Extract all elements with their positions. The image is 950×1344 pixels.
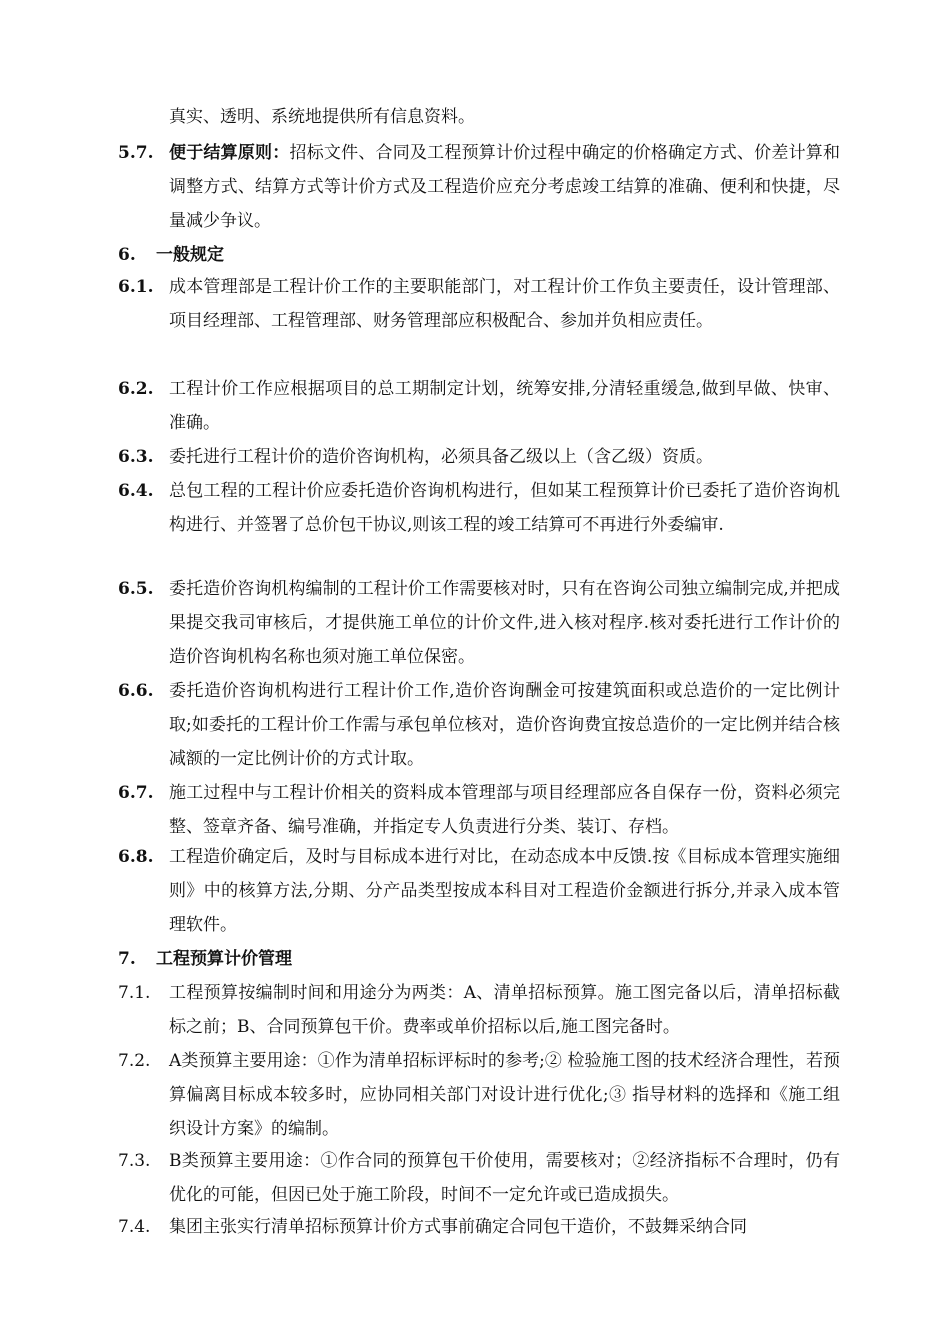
clause-text: 集团主张实行清单招标预算计价方式事前确定合同包干造价，不鼓舞采纳合同: [169, 1217, 747, 1237]
clause-text: B类预算主要用途：①作合同的预算包干价使用，需要核对；②经济指标不合理时，仍有优化的可能，但因已处于施工阶段，时间不一定允许或已造成损失。: [169, 1151, 840, 1205]
clause-7-4: [118, 1210, 840, 1244]
clause-6-1: [118, 270, 840, 338]
clause-text: 施工过程中与工程计价相关的资料成本管理部与项目经理部应各自保存一份，资料必须完整、签章齐备、编号准确，并指定专人负责进行分类、装订、存档。: [169, 783, 840, 837]
clause-6-6: [118, 674, 840, 776]
section-title: 工程预算计价管理: [156, 949, 292, 969]
clause-number: 6.7.: [118, 783, 154, 803]
section-7-heading: [118, 942, 840, 976]
clause-number: 6.1.: [118, 277, 154, 297]
clause-7-1: [118, 976, 840, 1044]
clause-text: 委托造价咨询机构编制的工程计价工作需要核对时，只有在咨询公司独立编制完成,并把成果提交我司审核后，才提供施工单位的计价文件,进入核对程序.核对委托进行工作计价的造价咨询机构名称也须对施工单位保密。: [169, 579, 840, 667]
clause-6-5: [118, 572, 840, 674]
clause-text: 工程预算按编制时间和用途分为两类：A、清单招标预算。施工图完备以后，清单招标截标之前；B、合同预算包干价。费率或单价招标以后,施工图完备时。: [169, 983, 840, 1037]
clause-text: 委托造价咨询机构进行工程计价工作,造价咨询酬金可按建筑面积或总造价的一定比例计取;如委托的工程计价工作需与承包单位核对，造价咨询费宜按总造价的一定比例并结合核减额的一定比例计价的方式计取。: [169, 681, 840, 769]
continuation-paragraph: [118, 100, 840, 134]
clause-text: 委托进行工程计价的造价咨询机构，必须具备乙级以上（含乙级）资质。: [169, 447, 713, 467]
clause-5-7: [118, 136, 840, 238]
clause-number: 7.3.: [118, 1151, 151, 1171]
clause-7-3: [118, 1144, 840, 1212]
clause-number: 7.1.: [118, 983, 151, 1003]
clause-number: 6.6.: [118, 681, 154, 701]
clause-text: 成本管理部是工程计价工作的主要职能部门，对工程计价工作负主要责任，设计管理部、项目经理部、工程管理部、财务管理部应积极配合、参加并负相应责任。: [169, 277, 840, 331]
clause-number: 6.2.: [118, 379, 154, 399]
clause-number: 6.8.: [118, 847, 154, 867]
clause-number: 7.2.: [118, 1051, 151, 1071]
clause-number: 7.4.: [118, 1217, 151, 1237]
clause-6-2: [118, 372, 840, 440]
section-number: 7.: [118, 949, 136, 969]
clause-text: A类预算主要用途：①作为清单招标评标时的参考;② 检验施工图的技术经济合理性，若预算偏离目标成本较多时，应协同相关部门对设计进行优化;③ 指导材料的选择和《施工组织设计方案》的编制。: [169, 1051, 840, 1139]
clause-6-7: [118, 776, 840, 844]
clause-6-4: [118, 474, 840, 542]
clause-number: 6.4.: [118, 481, 154, 501]
section-number: 6.: [118, 245, 136, 265]
clause-6-3: [118, 440, 840, 474]
clause-text: 总包工程的工程计价应委托造价咨询机构进行，但如某工程预算计价已委托了造价咨询机构进行、并签署了总价包干协议,则该工程的竣工结算可不再进行外委编审.: [169, 481, 840, 535]
clause-text: 工程造价确定后，及时与目标成本进行对比，在动态成本中反馈.按《目标成本管理实施细则》中的核算方法,分期、分产品类型按成本科目对工程造价金额进行拆分,并录入成本管理软件。: [169, 847, 840, 935]
clause-body: 招标文件、合同及工程预算计价过程中确定的价格确定方式、价差计算和调整方式、结算方式等计价方式及工程造价应充分考虑竣工结算的准确、便利和快捷，尽量减少争议。: [169, 143, 841, 231]
clause-lead: 便于结算原则：: [169, 143, 290, 163]
clause-number: 6.3.: [118, 447, 154, 467]
clause-6-8: [118, 840, 840, 942]
clause-7-2: [118, 1044, 840, 1146]
section-title: 一般规定: [156, 245, 224, 265]
paragraph-text: 真实、透明、系统地提供所有信息资料。: [169, 107, 475, 127]
clause-text: [169, 136, 840, 238]
clause-number: 6.5.: [118, 579, 154, 599]
section-6-heading: [118, 238, 840, 272]
clause-text: 工程计价工作应根据项目的总工期制定计划，统筹安排,分清轻重缓急,做到早做、快审、准确。: [169, 379, 840, 433]
clause-number: 5.7.: [118, 143, 154, 163]
